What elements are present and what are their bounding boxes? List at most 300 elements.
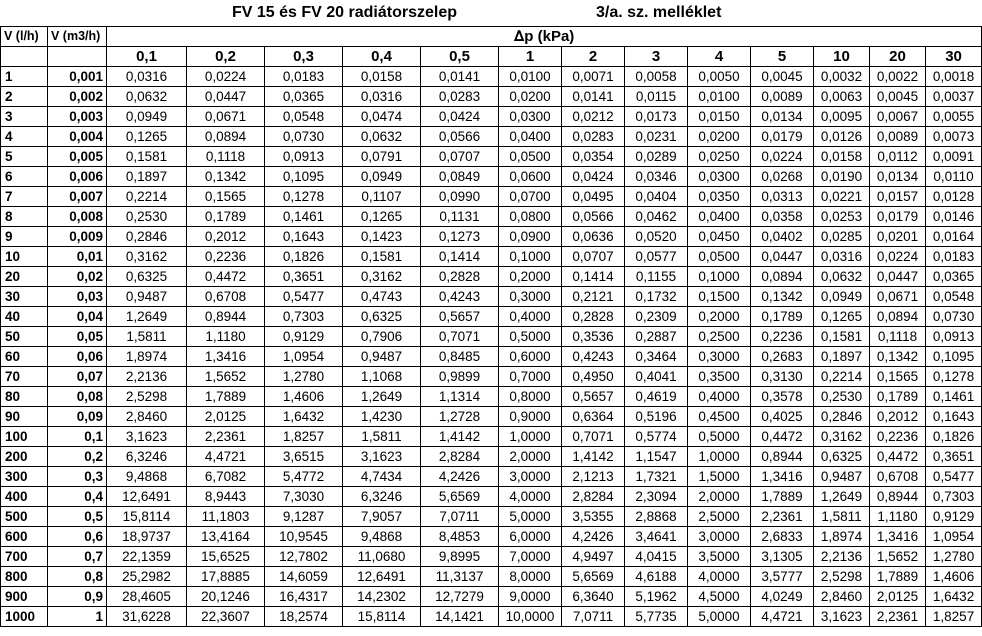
value-cell: 2,5000 bbox=[688, 507, 751, 527]
value-cell: 14,6059 bbox=[265, 567, 343, 587]
value-cell: 0,1581 bbox=[343, 247, 421, 267]
value-cell: 0,0268 bbox=[751, 167, 814, 187]
value-cell: 0,0100 bbox=[688, 87, 751, 107]
value-cell: 0,1414 bbox=[562, 267, 625, 287]
value-cell: 3,1305 bbox=[751, 547, 814, 567]
value-cell: 2,0125 bbox=[187, 407, 265, 427]
value-cell: 0,1107 bbox=[343, 187, 421, 207]
value-cell: 0,0134 bbox=[751, 107, 814, 127]
value-cell: 1,1180 bbox=[187, 327, 265, 347]
flow-lh-cell: 600 bbox=[1, 527, 48, 547]
value-cell: 2,8284 bbox=[562, 487, 625, 507]
value-cell: 5,6569 bbox=[562, 567, 625, 587]
value-cell: 0,0849 bbox=[421, 167, 499, 187]
value-cell: 0,9487 bbox=[814, 467, 870, 487]
flow-m3h-cell: 0,05 bbox=[48, 327, 107, 347]
value-cell: 4,6188 bbox=[625, 567, 688, 587]
value-cell: 0,0566 bbox=[562, 207, 625, 227]
value-cell: 0,8944 bbox=[870, 487, 926, 507]
value-cell: 0,0424 bbox=[421, 107, 499, 127]
value-cell: 9,8995 bbox=[421, 547, 499, 567]
value-cell: 0,7906 bbox=[343, 327, 421, 347]
value-cell: 0,1342 bbox=[187, 167, 265, 187]
value-cell: 0,2828 bbox=[421, 267, 499, 287]
value-cell: 4,5000 bbox=[688, 587, 751, 607]
value-cell: 0,0354 bbox=[562, 147, 625, 167]
value-cell: 0,0447 bbox=[751, 247, 814, 267]
table-row bbox=[1, 287, 982, 307]
table-row bbox=[1, 347, 982, 367]
value-cell: 0,0566 bbox=[421, 127, 499, 147]
value-cell: 7,3030 bbox=[265, 487, 343, 507]
value-cell: 0,0894 bbox=[751, 267, 814, 287]
value-cell: 0,0089 bbox=[751, 87, 814, 107]
value-cell: 0,0100 bbox=[499, 67, 562, 87]
delta-symbol: ∆ bbox=[513, 27, 525, 45]
value-cell: 1,2649 bbox=[814, 487, 870, 507]
value-cell: 7,0711 bbox=[562, 607, 625, 627]
value-cell: 0,9129 bbox=[926, 507, 982, 527]
value-cell: 0,8944 bbox=[187, 307, 265, 327]
flow-m3h-cell: 0,007 bbox=[48, 187, 107, 207]
pressure-header-cell: 30 bbox=[926, 47, 982, 67]
value-cell: 9,4868 bbox=[107, 467, 187, 487]
flow-m3h-cell: 0,006 bbox=[48, 167, 107, 187]
flow-lh-cell: 800 bbox=[1, 567, 48, 587]
value-cell: 0,6708 bbox=[187, 287, 265, 307]
value-cell: 31,6228 bbox=[107, 607, 187, 627]
value-cell: 1,1180 bbox=[870, 507, 926, 527]
pressure-header-cell: 0,4 bbox=[343, 47, 421, 67]
value-cell: 0,5774 bbox=[625, 427, 688, 447]
value-cell: 12,7279 bbox=[421, 587, 499, 607]
value-cell: 0,2236 bbox=[870, 427, 926, 447]
value-cell: 0,8944 bbox=[751, 447, 814, 467]
value-cell: 1,2649 bbox=[107, 307, 187, 327]
value-cell: 1,5652 bbox=[870, 547, 926, 567]
pressure-header-cell: 20 bbox=[870, 47, 926, 67]
value-cell: 12,7802 bbox=[265, 547, 343, 567]
flow-m3h-cell: 0,7 bbox=[48, 547, 107, 567]
value-cell: 1,3416 bbox=[870, 527, 926, 547]
value-cell: 0,1581 bbox=[107, 147, 187, 167]
value-cell: 11,1803 bbox=[187, 507, 265, 527]
flow-m3h-cell: 0,9 bbox=[48, 587, 107, 607]
table-row bbox=[1, 567, 982, 587]
flow-m3h-cell: 0,04 bbox=[48, 307, 107, 327]
table-row bbox=[1, 387, 982, 407]
value-cell: 3,6515 bbox=[265, 447, 343, 467]
value-cell: 0,0350 bbox=[688, 187, 751, 207]
value-cell: 0,4041 bbox=[625, 367, 688, 387]
value-cell: 0,2236 bbox=[187, 247, 265, 267]
value-cell: 0,0067 bbox=[870, 107, 926, 127]
value-cell: 9,1287 bbox=[265, 507, 343, 527]
value-cell: 0,1273 bbox=[421, 227, 499, 247]
value-cell: 5,0000 bbox=[688, 607, 751, 627]
flow-m3h-cell: 0,07 bbox=[48, 367, 107, 387]
value-cell: 0,5657 bbox=[562, 387, 625, 407]
value-cell: 0,3162 bbox=[814, 427, 870, 447]
value-cell: 0,0632 bbox=[343, 127, 421, 147]
value-cell: 0,0164 bbox=[926, 227, 982, 247]
value-cell: 0,0018 bbox=[926, 67, 982, 87]
flow-lh-cell: 20 bbox=[1, 267, 48, 287]
value-cell: 1,8974 bbox=[814, 527, 870, 547]
value-cell: 0,2309 bbox=[625, 307, 688, 327]
value-cell: 22,3607 bbox=[187, 607, 265, 627]
flow-m3h-cell: 0,08 bbox=[48, 387, 107, 407]
flow-m3h-cell: 0,02 bbox=[48, 267, 107, 287]
value-cell: 1,4142 bbox=[562, 447, 625, 467]
value-cell: 28,4605 bbox=[107, 587, 187, 607]
header-row-pressures bbox=[1, 47, 982, 67]
flow-lh-cell: 3 bbox=[1, 107, 48, 127]
value-cell: 0,5000 bbox=[499, 327, 562, 347]
pressure-header-cell: 0,5 bbox=[421, 47, 499, 67]
flow-lh-cell: 6 bbox=[1, 167, 48, 187]
flow-lh-cell: 70 bbox=[1, 367, 48, 387]
value-cell: 0,0707 bbox=[562, 247, 625, 267]
value-cell: 0,5196 bbox=[625, 407, 688, 427]
pressure-header-cell: 4 bbox=[688, 47, 751, 67]
value-cell: 0,0089 bbox=[870, 127, 926, 147]
value-cell: 0,0158 bbox=[814, 147, 870, 167]
value-cell: 7,0711 bbox=[421, 507, 499, 527]
value-cell: 0,1826 bbox=[265, 247, 343, 267]
table-row bbox=[1, 147, 982, 167]
flow-lh-cell: 900 bbox=[1, 587, 48, 607]
value-cell: 15,6525 bbox=[187, 547, 265, 567]
flow-lh-cell: 400 bbox=[1, 487, 48, 507]
value-cell: 1,4606 bbox=[926, 567, 982, 587]
value-cell: 0,0134 bbox=[870, 167, 926, 187]
value-cell: 0,0671 bbox=[870, 287, 926, 307]
value-cell: 3,1623 bbox=[107, 427, 187, 447]
table-row bbox=[1, 327, 982, 347]
value-cell: 0,0285 bbox=[814, 227, 870, 247]
pressure-header-cell: 3 bbox=[625, 47, 688, 67]
value-cell: 0,8000 bbox=[499, 387, 562, 407]
value-cell: 0,0146 bbox=[926, 207, 982, 227]
value-cell: 0,0073 bbox=[926, 127, 982, 147]
value-cell: 0,3578 bbox=[751, 387, 814, 407]
flow-lh-cell: 700 bbox=[1, 547, 48, 567]
value-cell: 5,0000 bbox=[499, 507, 562, 527]
flow-m3h-cell: 1 bbox=[48, 607, 107, 627]
value-cell: 0,2530 bbox=[814, 387, 870, 407]
value-cell: 0,7303 bbox=[926, 487, 982, 507]
table-body bbox=[1, 67, 982, 627]
value-cell: 1,5811 bbox=[107, 327, 187, 347]
value-cell: 0,2236 bbox=[751, 327, 814, 347]
value-cell: 0,0190 bbox=[814, 167, 870, 187]
value-cell: 0,5000 bbox=[688, 427, 751, 447]
value-cell: 0,9487 bbox=[343, 347, 421, 367]
value-cell: 0,0157 bbox=[870, 187, 926, 207]
flow-lh-cell: 10 bbox=[1, 247, 48, 267]
value-cell: 0,6000 bbox=[499, 347, 562, 367]
table-row bbox=[1, 107, 982, 127]
value-cell: 0,1342 bbox=[751, 287, 814, 307]
value-cell: 0,0032 bbox=[814, 67, 870, 87]
table-row bbox=[1, 587, 982, 607]
value-cell: 0,0800 bbox=[499, 207, 562, 227]
value-cell: 0,1000 bbox=[688, 267, 751, 287]
table-row bbox=[1, 87, 982, 107]
value-cell: 0,0447 bbox=[870, 267, 926, 287]
flow-m3h-cell: 0,3 bbox=[48, 467, 107, 487]
flow-lh-cell: 1000 bbox=[1, 607, 48, 627]
value-cell: 0,3500 bbox=[688, 367, 751, 387]
value-cell: 0,0050 bbox=[688, 67, 751, 87]
value-cell: 18,9737 bbox=[107, 527, 187, 547]
value-cell: 7,9057 bbox=[343, 507, 421, 527]
value-cell: 1,8257 bbox=[926, 607, 982, 627]
value-cell: 0,4500 bbox=[688, 407, 751, 427]
value-cell: 0,0183 bbox=[265, 67, 343, 87]
value-cell: 0,2214 bbox=[107, 187, 187, 207]
value-cell: 1,0000 bbox=[688, 447, 751, 467]
value-cell: 0,0424 bbox=[562, 167, 625, 187]
value-cell: 3,1623 bbox=[814, 607, 870, 627]
value-cell: 0,0250 bbox=[688, 147, 751, 167]
table-row bbox=[1, 187, 982, 207]
value-cell: 0,4000 bbox=[499, 307, 562, 327]
value-cell: 17,8885 bbox=[187, 567, 265, 587]
value-cell: 1,2728 bbox=[421, 407, 499, 427]
value-cell: 0,3130 bbox=[751, 367, 814, 387]
value-cell: 0,0200 bbox=[499, 87, 562, 107]
value-cell: 4,9497 bbox=[562, 547, 625, 567]
table-row bbox=[1, 127, 982, 147]
value-cell: 0,0071 bbox=[562, 67, 625, 87]
value-cell: 0,0474 bbox=[343, 107, 421, 127]
value-cell: 22,1359 bbox=[107, 547, 187, 567]
value-cell: 0,0462 bbox=[625, 207, 688, 227]
value-cell: 2,0125 bbox=[870, 587, 926, 607]
table-row bbox=[1, 427, 982, 447]
value-cell: 14,2302 bbox=[343, 587, 421, 607]
value-cell: 2,3094 bbox=[625, 487, 688, 507]
value-cell: 1,2780 bbox=[926, 547, 982, 567]
value-cell: 0,3162 bbox=[107, 247, 187, 267]
value-cell: 0,1414 bbox=[421, 247, 499, 267]
value-cell: 0,0126 bbox=[814, 127, 870, 147]
table-row bbox=[1, 487, 982, 507]
value-cell: 1,1068 bbox=[343, 367, 421, 387]
value-cell: 0,4619 bbox=[625, 387, 688, 407]
value-cell: 0,1423 bbox=[343, 227, 421, 247]
value-cell: 14,1421 bbox=[421, 607, 499, 627]
value-cell: 0,1155 bbox=[625, 267, 688, 287]
value-cell: 0,3162 bbox=[343, 267, 421, 287]
value-cell: 5,4772 bbox=[265, 467, 343, 487]
pressure-header-cell: 5 bbox=[751, 47, 814, 67]
value-cell: 0,0179 bbox=[751, 127, 814, 147]
value-cell: 0,2214 bbox=[814, 367, 870, 387]
value-cell: 0,4000 bbox=[688, 387, 751, 407]
value-cell: 0,0632 bbox=[814, 267, 870, 287]
value-cell: 0,0548 bbox=[926, 287, 982, 307]
value-cell: 0,0402 bbox=[751, 227, 814, 247]
flow-m3h-cell: 0,2 bbox=[48, 447, 107, 467]
flow-lh-cell: 2 bbox=[1, 87, 48, 107]
value-cell: 0,0500 bbox=[499, 147, 562, 167]
pressure-header-cell: 0,1 bbox=[107, 47, 187, 67]
value-cell: 0,6325 bbox=[814, 447, 870, 467]
pressure-unit-label: p (kPa) bbox=[524, 28, 575, 45]
value-cell: 0,6364 bbox=[562, 407, 625, 427]
value-cell: 0,0949 bbox=[343, 167, 421, 187]
value-cell: 0,0221 bbox=[814, 187, 870, 207]
value-cell: 0,1789 bbox=[187, 207, 265, 227]
value-cell: 3,5000 bbox=[688, 547, 751, 567]
value-cell: 0,1461 bbox=[265, 207, 343, 227]
flow-lh-cell: 9 bbox=[1, 227, 48, 247]
value-cell: 4,0415 bbox=[625, 547, 688, 567]
value-cell: 0,1095 bbox=[926, 347, 982, 367]
value-cell: 0,0063 bbox=[814, 87, 870, 107]
value-cell: 1,6432 bbox=[926, 587, 982, 607]
flow-m3h-cell: 0,06 bbox=[48, 347, 107, 367]
value-cell: 0,2000 bbox=[688, 307, 751, 327]
value-cell: 0,0894 bbox=[870, 307, 926, 327]
value-cell: 0,0548 bbox=[265, 107, 343, 127]
table-row bbox=[1, 607, 982, 627]
value-cell: 0,0141 bbox=[562, 87, 625, 107]
value-cell: 0,0495 bbox=[562, 187, 625, 207]
table-row bbox=[1, 547, 982, 567]
value-cell: 0,1265 bbox=[814, 307, 870, 327]
flow-m3h-cell: 0,01 bbox=[48, 247, 107, 267]
value-cell: 1,7321 bbox=[625, 467, 688, 487]
value-cell: 7,0000 bbox=[499, 547, 562, 567]
value-cell: 1,1547 bbox=[625, 447, 688, 467]
flow-m3h-cell: 0,6 bbox=[48, 527, 107, 547]
value-cell: 12,6491 bbox=[343, 567, 421, 587]
value-cell: 0,1897 bbox=[107, 167, 187, 187]
value-cell: 0,4243 bbox=[562, 347, 625, 367]
value-cell: 0,1581 bbox=[814, 327, 870, 347]
value-cell: 2,2361 bbox=[870, 607, 926, 627]
title-row bbox=[0, 0, 960, 26]
value-cell: 0,0231 bbox=[625, 127, 688, 147]
value-cell: 0,6325 bbox=[343, 307, 421, 327]
value-cell: 9,0000 bbox=[499, 587, 562, 607]
value-cell: 0,1789 bbox=[870, 387, 926, 407]
value-cell: 0,2500 bbox=[688, 327, 751, 347]
value-cell: 0,0150 bbox=[688, 107, 751, 127]
value-cell: 0,0500 bbox=[688, 247, 751, 267]
value-cell: 0,0400 bbox=[688, 207, 751, 227]
value-cell: 2,2136 bbox=[814, 547, 870, 567]
value-cell: 16,4317 bbox=[265, 587, 343, 607]
value-cell: 0,0300 bbox=[499, 107, 562, 127]
value-cell: 1,3416 bbox=[187, 347, 265, 367]
value-cell: 0,1789 bbox=[751, 307, 814, 327]
value-cell: 0,1095 bbox=[265, 167, 343, 187]
value-cell: 2,8460 bbox=[107, 407, 187, 427]
value-cell: 0,9000 bbox=[499, 407, 562, 427]
value-cell: 1,8974 bbox=[107, 347, 187, 367]
value-cell: 0,6708 bbox=[870, 467, 926, 487]
value-cell: 0,1500 bbox=[688, 287, 751, 307]
document-title: FV 15 és FV 20 radiátorszelep bbox=[232, 4, 457, 21]
flow-lh-cell: 80 bbox=[1, 387, 48, 407]
value-cell: 0,0224 bbox=[187, 67, 265, 87]
value-cell: 4,0000 bbox=[499, 487, 562, 507]
flow-m3h-cell: 0,009 bbox=[48, 227, 107, 247]
value-cell: 0,0091 bbox=[926, 147, 982, 167]
value-cell: 0,4472 bbox=[870, 447, 926, 467]
value-cell: 1,5811 bbox=[343, 427, 421, 447]
flow-lh-cell: 300 bbox=[1, 467, 48, 487]
value-cell: 5,6569 bbox=[421, 487, 499, 507]
value-cell: 4,4721 bbox=[751, 607, 814, 627]
table-row bbox=[1, 467, 982, 487]
value-cell: 0,1118 bbox=[187, 147, 265, 167]
value-cell: 0,0900 bbox=[499, 227, 562, 247]
value-cell: 10,9545 bbox=[265, 527, 343, 547]
header-pressure-drop bbox=[107, 27, 982, 47]
flow-m3h-cell: 0,003 bbox=[48, 107, 107, 127]
value-cell: 0,2012 bbox=[870, 407, 926, 427]
value-cell: 1,7889 bbox=[870, 567, 926, 587]
value-cell: 0,0894 bbox=[187, 127, 265, 147]
value-cell: 18,2574 bbox=[265, 607, 343, 627]
value-cell: 0,1826 bbox=[926, 427, 982, 447]
value-cell: 0,1278 bbox=[926, 367, 982, 387]
value-cell: 0,0600 bbox=[499, 167, 562, 187]
value-cell: 1,5000 bbox=[688, 467, 751, 487]
value-cell: 0,0141 bbox=[421, 67, 499, 87]
value-cell: 1,1314 bbox=[421, 387, 499, 407]
value-cell: 0,3000 bbox=[499, 287, 562, 307]
value-cell: 0,1643 bbox=[926, 407, 982, 427]
value-cell: 4,0000 bbox=[688, 567, 751, 587]
value-cell: 3,1623 bbox=[343, 447, 421, 467]
value-cell: 8,4853 bbox=[421, 527, 499, 547]
value-cell: 11,3137 bbox=[421, 567, 499, 587]
value-cell: 0,0346 bbox=[625, 167, 688, 187]
value-cell: 0,0949 bbox=[814, 287, 870, 307]
value-cell: 0,0055 bbox=[926, 107, 982, 127]
value-cell: 0,0212 bbox=[562, 107, 625, 127]
value-cell: 0,0179 bbox=[870, 207, 926, 227]
value-cell: 2,8460 bbox=[814, 587, 870, 607]
value-cell: 8,9443 bbox=[187, 487, 265, 507]
value-cell: 0,1732 bbox=[625, 287, 688, 307]
value-cell: 2,0000 bbox=[688, 487, 751, 507]
value-cell: 0,0300 bbox=[688, 167, 751, 187]
value-cell: 3,5355 bbox=[562, 507, 625, 527]
table-row bbox=[1, 307, 982, 327]
flow-lh-cell: 200 bbox=[1, 447, 48, 467]
table-row bbox=[1, 207, 982, 227]
value-cell: 6,0000 bbox=[499, 527, 562, 547]
value-cell: 0,0913 bbox=[926, 327, 982, 347]
flow-lh-cell: 50 bbox=[1, 327, 48, 347]
value-cell: 0,2846 bbox=[814, 407, 870, 427]
value-cell: 0,9129 bbox=[265, 327, 343, 347]
value-cell: 0,0128 bbox=[926, 187, 982, 207]
value-cell: 0,0201 bbox=[870, 227, 926, 247]
table-row bbox=[1, 527, 982, 547]
flow-lh-cell: 7 bbox=[1, 187, 48, 207]
value-cell: 0,0173 bbox=[625, 107, 688, 127]
value-cell: 0,0224 bbox=[751, 147, 814, 167]
